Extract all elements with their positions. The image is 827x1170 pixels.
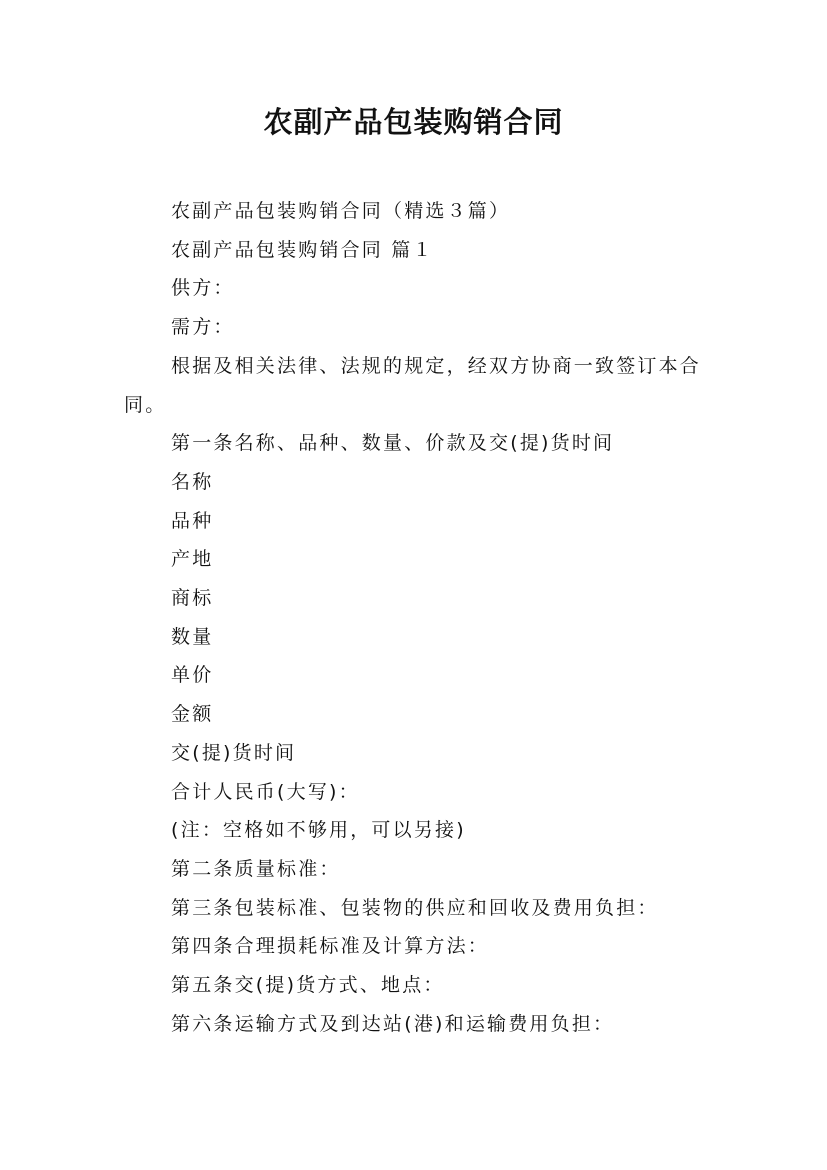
paragraph-supplier: 供方：: [171, 277, 235, 300]
paragraph-buyer: 需方：: [171, 316, 235, 339]
paragraph-preamble: 根据及相关法律、法规的规定，经双方协商一致签订本合同。: [124, 354, 702, 416]
paragraph-article-3: 第三条包装标准、包装物的供应和回收及费用负担：: [171, 896, 659, 919]
paragraph-article-5: 第五条交(提)货方式、地点：: [171, 974, 445, 997]
paragraph-article-6: 第六条运输方式及到达站(港)和运输费用负担：: [171, 1012, 615, 1035]
paragraph-section-heading: 农副产品包装购销合同 篇１: [171, 238, 434, 261]
paragraph-item-variety: 品种: [171, 509, 214, 532]
paragraph-item-trademark: 商标: [171, 587, 214, 610]
paragraph-article-4: 第四条合理损耗标准及计算方法：: [171, 935, 490, 958]
paragraph-note: (注：空格如不够用，可以另接): [171, 819, 466, 842]
document-title: 农副产品包装购销合同: [263, 105, 564, 139]
paragraph-item-unit-price: 单价: [171, 664, 214, 687]
paragraph-item-quantity: 数量: [171, 625, 214, 648]
paragraph-item-name: 名称: [171, 470, 214, 493]
paragraph-article-1: 第一条名称、品种、数量、价款及交(提)货时间: [171, 432, 615, 455]
paragraph-item-amount: 金额: [171, 703, 214, 726]
paragraph-collection-title: 农副产品包装购销合同（精选３篇）: [171, 200, 511, 222]
paragraph-total-rmb: 合计人民币(大写)：: [171, 780, 360, 803]
paragraph-item-origin: 产地: [171, 548, 214, 571]
paragraph-item-delivery-time: 交(提)货时间: [171, 741, 297, 764]
document-body: [124, 192, 710, 1043]
paragraph-article-2: 第二条质量标准：: [171, 857, 341, 880]
